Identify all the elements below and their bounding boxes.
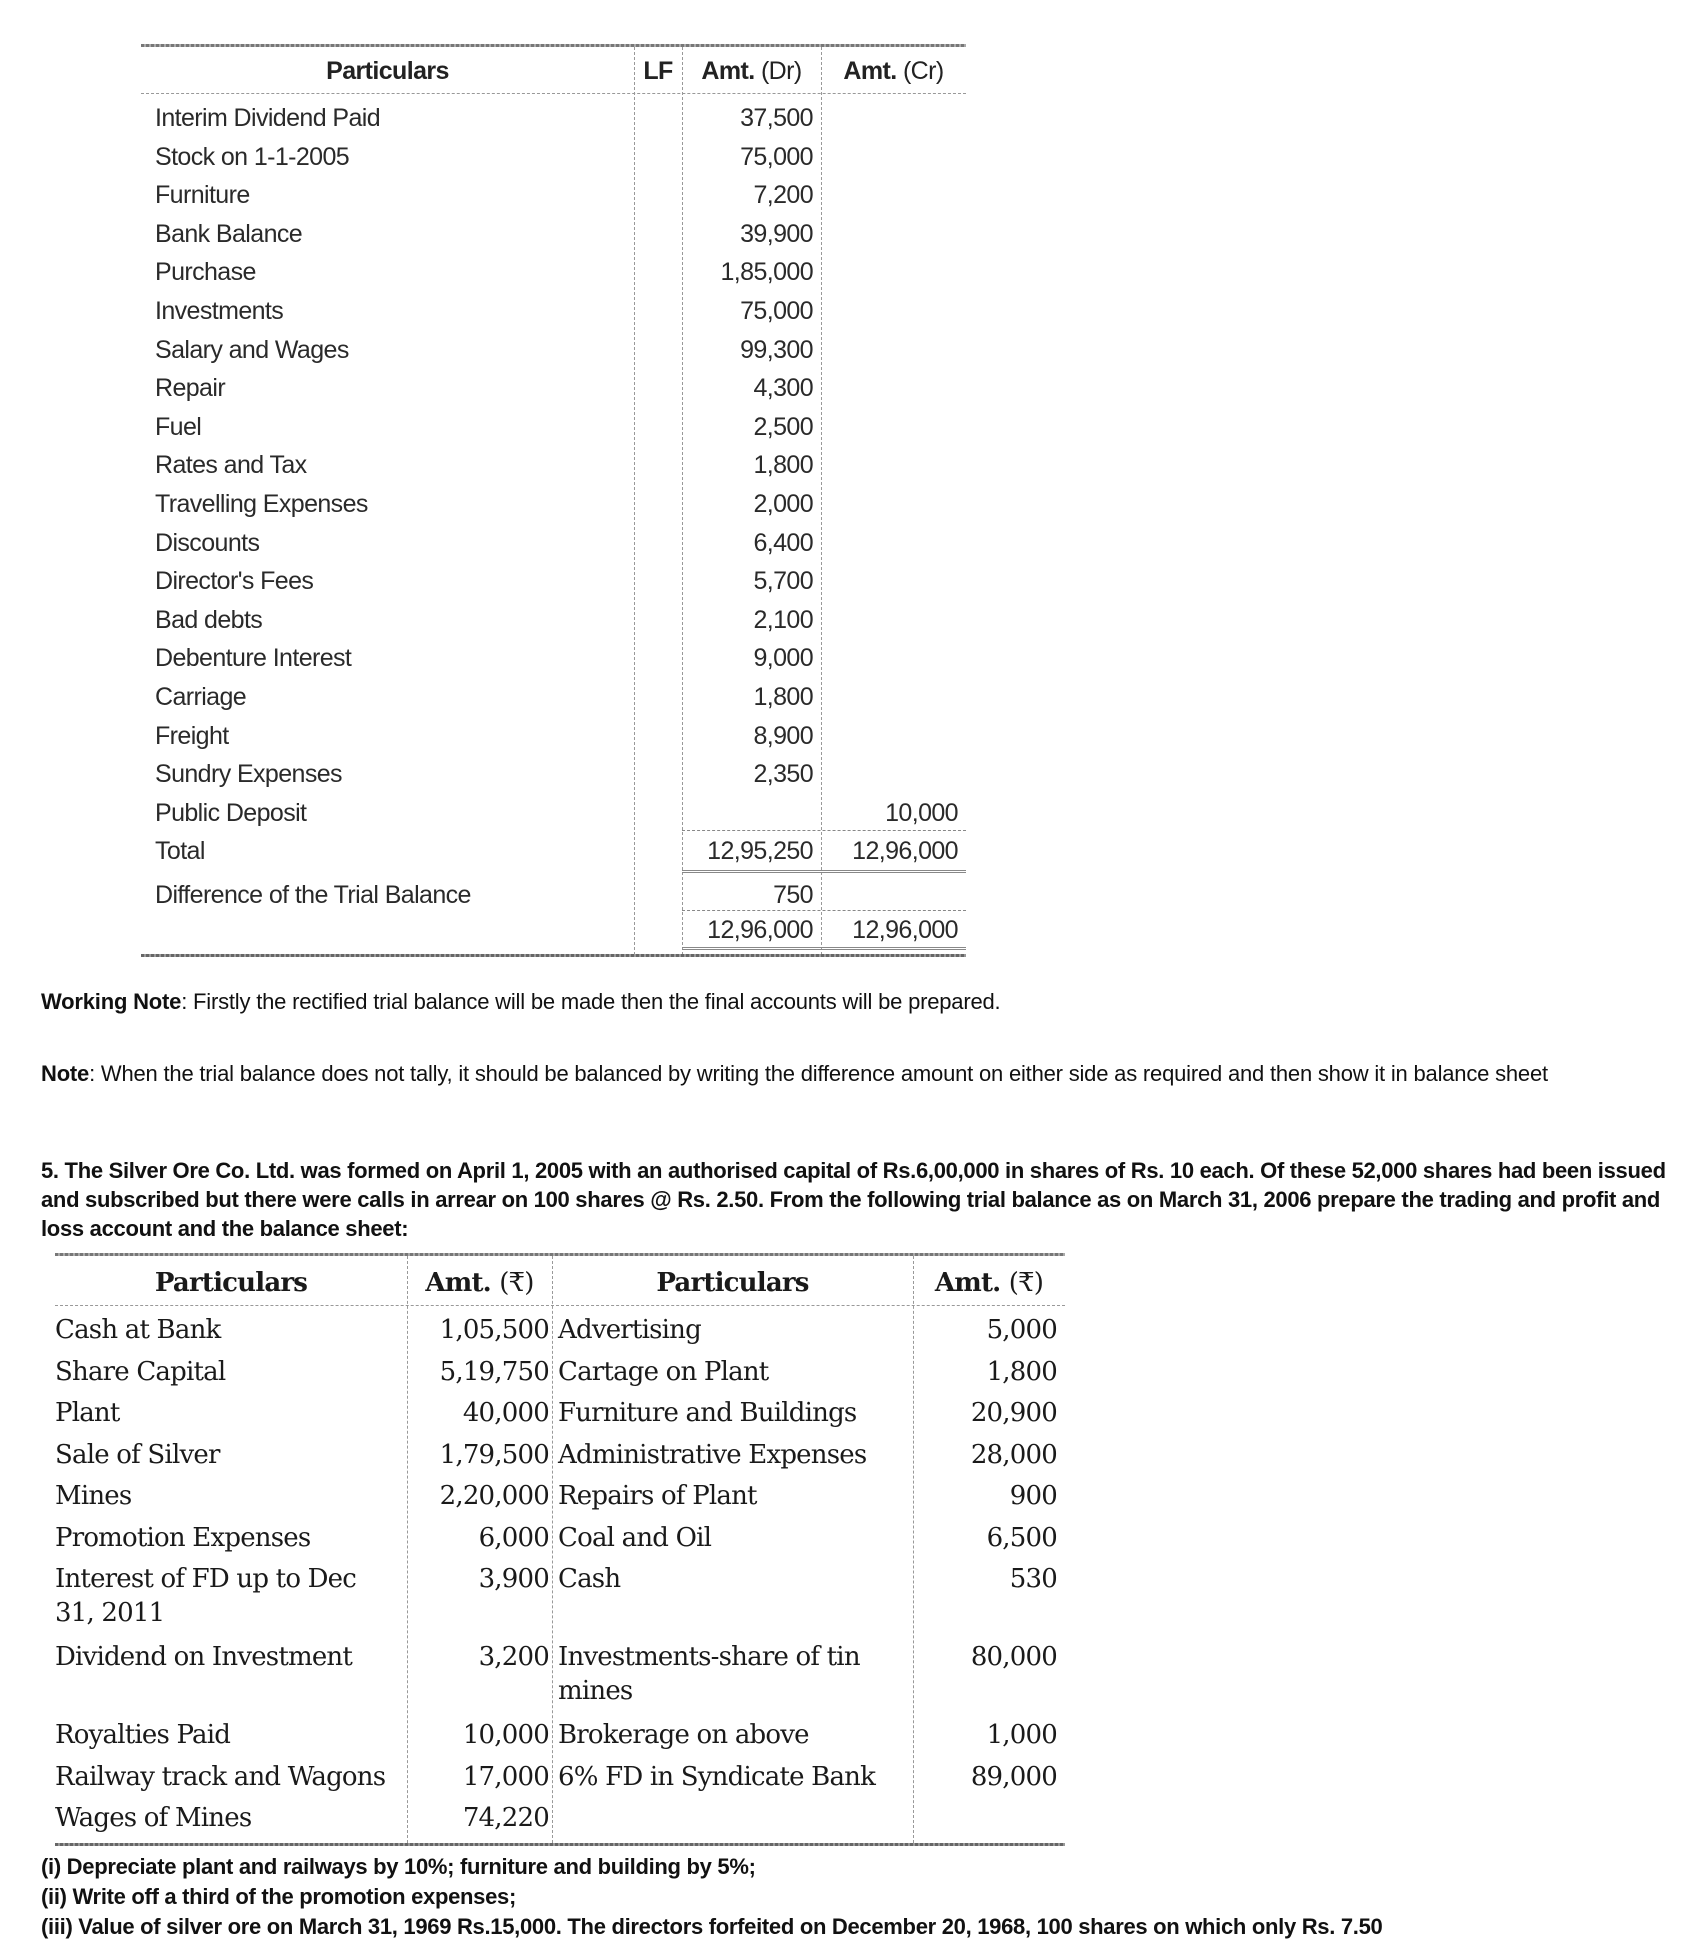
row-amount-dr: 8,900 bbox=[753, 721, 813, 750]
row-particulars: Rates and Tax bbox=[155, 451, 307, 480]
row-amount-dr: 2,350 bbox=[753, 760, 813, 789]
header-amount-left bbox=[407, 1263, 552, 1303]
table-bottom-rule bbox=[141, 954, 966, 957]
row-particulars-left: Share Capital bbox=[55, 1356, 226, 1387]
header-particulars: Particulars bbox=[326, 57, 449, 85]
row-particulars: Travelling Expenses bbox=[155, 490, 368, 518]
table-row bbox=[141, 794, 966, 832]
note bbox=[41, 1060, 1681, 1088]
working-note-label: Working Note bbox=[41, 989, 182, 1014]
header-amount-cr-suffix: (Cr) bbox=[902, 57, 944, 85]
row-amount-dr: 2,000 bbox=[753, 490, 813, 518]
grand-total-bottom-rule bbox=[682, 947, 966, 950]
row-particulars-left: Royalties Paid bbox=[55, 1720, 231, 1750]
row-particulars-right: Investments-share of tin mines bbox=[558, 1642, 860, 1706]
header-amount-cr bbox=[821, 52, 966, 90]
working-note bbox=[41, 988, 1681, 1016]
row-amount-left: 1,05,500 bbox=[439, 1315, 549, 1345]
row-amount-right: 20,900 bbox=[970, 1398, 1057, 1428]
row-particulars: Fuel bbox=[155, 412, 202, 441]
row-amount-dr: 9,000 bbox=[753, 644, 813, 673]
table-row bbox=[55, 1718, 1065, 1760]
instruction-3: (iii) Value of silver ore on March 31, 1969 Rs.15,000. The directors forfeited on December 20, 1968, 100 shares on which only Rs. 7.50 bbox=[41, 1914, 1383, 1939]
table-row bbox=[55, 1521, 1065, 1563]
row-particulars: Interim Dividend Paid bbox=[155, 104, 381, 132]
row-particulars-left: Railway track and Wagons bbox=[55, 1761, 386, 1792]
table-row bbox=[55, 1479, 1065, 1521]
row-amount-dr: 1,800 bbox=[753, 451, 813, 480]
grand-total-cr: 12,96,000 bbox=[852, 916, 958, 944]
row-particulars-right: Advertising bbox=[558, 1315, 701, 1345]
row-amount-dr: 75,000 bbox=[740, 297, 813, 325]
row-particulars-left: Wages of Mines bbox=[55, 1803, 252, 1833]
row-amount-right: 28,000 bbox=[970, 1439, 1057, 1470]
row-particulars-right: Brokerage on above bbox=[558, 1720, 809, 1750]
row-particulars: Public Deposit bbox=[155, 798, 307, 827]
row-particulars-left: Dividend on Investment bbox=[55, 1642, 353, 1672]
table-row-total bbox=[141, 832, 966, 870]
table-row bbox=[55, 1396, 1065, 1438]
table-row bbox=[55, 1640, 1065, 1718]
row-particulars: Sundry Expenses bbox=[155, 760, 342, 789]
difference-dr: 750 bbox=[773, 881, 813, 909]
working-note-text: : Firstly the rectified trial balance will be made then the final accounts will be prepared. bbox=[181, 989, 1001, 1014]
table-row bbox=[141, 253, 966, 291]
table-row bbox=[55, 1438, 1065, 1480]
table-row bbox=[141, 601, 966, 639]
row-particulars: Salary and Wages bbox=[155, 335, 349, 364]
table-2-bottom-rule bbox=[55, 1843, 1065, 1846]
table-row bbox=[141, 485, 966, 523]
row-amount-dr: 4,300 bbox=[753, 374, 813, 403]
note-label: Note bbox=[41, 1061, 90, 1086]
row-amount-right: 530 bbox=[1009, 1564, 1057, 1594]
table-row bbox=[141, 446, 966, 484]
header-amount-dr-suffix: (Dr) bbox=[760, 57, 802, 85]
total-bottom-rule bbox=[682, 870, 966, 873]
row-amount-left: 3,200 bbox=[478, 1642, 549, 1672]
header-amount-right bbox=[913, 1263, 1065, 1303]
row-particulars: Carriage bbox=[155, 683, 247, 711]
header-rule bbox=[141, 93, 966, 95]
table-row-difference bbox=[141, 876, 966, 914]
table-row bbox=[141, 755, 966, 793]
header-amount-cr-label: Amt. bbox=[843, 57, 897, 85]
row-particulars-left: Interest of FD up to Dec 31, 2011 bbox=[55, 1564, 357, 1628]
table-row bbox=[55, 1562, 1065, 1640]
row-amount-right: 89,000 bbox=[970, 1761, 1057, 1792]
row-particulars-left: Cash at Bank bbox=[55, 1315, 221, 1345]
total-label: Total bbox=[155, 837, 205, 865]
row-amount-dr: 2,100 bbox=[753, 605, 813, 634]
header-lf: LF bbox=[643, 57, 673, 85]
row-particulars-left: Plant bbox=[55, 1398, 120, 1428]
row-amount-dr: 39,900 bbox=[740, 219, 813, 248]
row-particulars: Purchase bbox=[155, 258, 256, 287]
table-row bbox=[55, 1313, 1065, 1355]
instruction-1: (i) Depreciate plant and railways by 10%; furniture and building by 5%; bbox=[41, 1854, 756, 1879]
difference-label: Difference of the Trial Balance bbox=[155, 881, 471, 909]
row-particulars: Freight bbox=[155, 721, 229, 750]
header-amount-dr bbox=[682, 52, 821, 90]
table-row bbox=[141, 678, 966, 716]
rupee-icon: (₹) bbox=[499, 1268, 534, 1298]
instruction-2: (ii) Write off a third of the promotion expenses; bbox=[41, 1884, 517, 1909]
row-amount-left: 6,000 bbox=[478, 1522, 549, 1553]
adjustment-instructions bbox=[41, 1852, 1691, 1942]
row-amount-right: 6,500 bbox=[986, 1522, 1057, 1553]
table-row bbox=[55, 1355, 1065, 1397]
row-particulars: Repair bbox=[155, 374, 226, 403]
row-amount-dr: 75,000 bbox=[740, 142, 813, 171]
row-particulars-left: Promotion Expenses bbox=[55, 1522, 311, 1553]
row-amount-dr: 1,800 bbox=[753, 683, 813, 711]
table-row bbox=[141, 408, 966, 446]
rupee-icon: (₹) bbox=[1008, 1268, 1044, 1298]
table-row bbox=[141, 215, 966, 253]
row-amount-dr: 2,500 bbox=[753, 412, 813, 441]
header-amount-right-label: Amt. bbox=[934, 1268, 1001, 1298]
row-particulars-right: Repairs of Plant bbox=[558, 1481, 757, 1511]
table-row bbox=[141, 331, 966, 369]
question-5: 5. The Silver Ore Co. Ltd. was formed on April 1, 2005 with an authorised capital of Rs.6,00,000 in shares of Rs. 10 each. Of these 52,000 shares had been issued and subscribed but there were calls in arrear on 100 shares @ Rs. 2.50. From the following trial balance as on March 31, 2006 prepare the trading and profit and loss account and the balance sheet: bbox=[41, 1158, 1666, 1241]
table-row bbox=[141, 562, 966, 600]
header-amount-left-label: Amt. bbox=[425, 1268, 491, 1298]
row-amount-dr: 6,400 bbox=[753, 528, 813, 557]
row-particulars-right: Cash bbox=[558, 1564, 621, 1594]
table-row bbox=[55, 1760, 1065, 1802]
row-amount-left: 3,900 bbox=[478, 1564, 549, 1594]
row-particulars-left: Mines bbox=[55, 1481, 132, 1511]
table-row bbox=[141, 639, 966, 677]
row-particulars-right: Administrative Expenses bbox=[558, 1439, 867, 1470]
row-particulars: Bad debts bbox=[155, 605, 263, 634]
row-amount-left: 2,20,000 bbox=[439, 1481, 549, 1511]
table-row bbox=[141, 176, 966, 214]
note-text: : When the trial balance does not tally, it should be balanced by writing the difference amount on either side as required and then show it in balance sheet bbox=[89, 1061, 1548, 1086]
row-amount-left: 1,79,500 bbox=[439, 1439, 549, 1470]
row-amount-left: 5,19,750 bbox=[439, 1356, 549, 1387]
row-amount-right: 1,800 bbox=[986, 1356, 1057, 1387]
row-particulars: Furniture bbox=[155, 181, 250, 210]
table-row bbox=[141, 292, 966, 330]
row-particulars-right: Furniture and Buildings bbox=[558, 1398, 857, 1428]
table-row bbox=[55, 1801, 1065, 1843]
row-particulars: Director's Fees bbox=[155, 567, 314, 596]
row-amount-left: 10,000 bbox=[462, 1720, 549, 1750]
table-row bbox=[141, 369, 966, 407]
row-amount-dr: 37,500 bbox=[740, 104, 813, 132]
table-row bbox=[141, 99, 966, 137]
row-amount-left: 40,000 bbox=[462, 1398, 549, 1428]
row-particulars: Discounts bbox=[155, 528, 260, 557]
row-amount-right: 1,000 bbox=[986, 1720, 1057, 1750]
total-dr: 12,95,250 bbox=[707, 837, 813, 865]
row-amount-right: 5,000 bbox=[986, 1315, 1057, 1345]
row-amount-dr: 7,200 bbox=[753, 181, 813, 210]
row-particulars-right: 6% FD in Syndicate Bank bbox=[558, 1761, 876, 1792]
header-amount-dr-label: Amt. bbox=[701, 57, 755, 85]
table-top-rule bbox=[141, 44, 966, 47]
row-amount-dr: 5,700 bbox=[753, 567, 813, 596]
row-particulars: Investments bbox=[155, 297, 284, 325]
row-particulars-right: Cartage on Plant bbox=[558, 1356, 769, 1387]
row-particulars: Stock on 1-1-2005 bbox=[155, 142, 350, 171]
row-amount-right: 80,000 bbox=[970, 1642, 1057, 1672]
total-top-rule bbox=[682, 830, 966, 831]
row-amount-right: 900 bbox=[1009, 1481, 1057, 1511]
row-amount-left: 74,220 bbox=[462, 1803, 549, 1833]
row-particulars-right: Coal and Oil bbox=[558, 1522, 712, 1553]
table-row bbox=[141, 138, 966, 176]
row-amount-dr: 1,85,000 bbox=[720, 258, 813, 287]
row-particulars: Bank Balance bbox=[155, 219, 303, 248]
row-particulars: Debenture Interest bbox=[155, 644, 352, 673]
row-amount-left: 17,000 bbox=[462, 1761, 549, 1792]
header-particulars-left: Particulars bbox=[154, 1268, 308, 1298]
table-row bbox=[141, 524, 966, 562]
row-particulars-left: Sale of Silver bbox=[55, 1439, 220, 1470]
row-amount-cr: 10,000 bbox=[885, 798, 958, 827]
table-row-grand-total bbox=[141, 911, 966, 949]
header-particulars-right: Particulars bbox=[656, 1268, 809, 1298]
table-row bbox=[141, 717, 966, 755]
grand-total-dr: 12,96,000 bbox=[707, 916, 813, 944]
total-cr: 12,96,000 bbox=[852, 837, 958, 865]
row-amount-dr: 99,300 bbox=[740, 335, 813, 364]
